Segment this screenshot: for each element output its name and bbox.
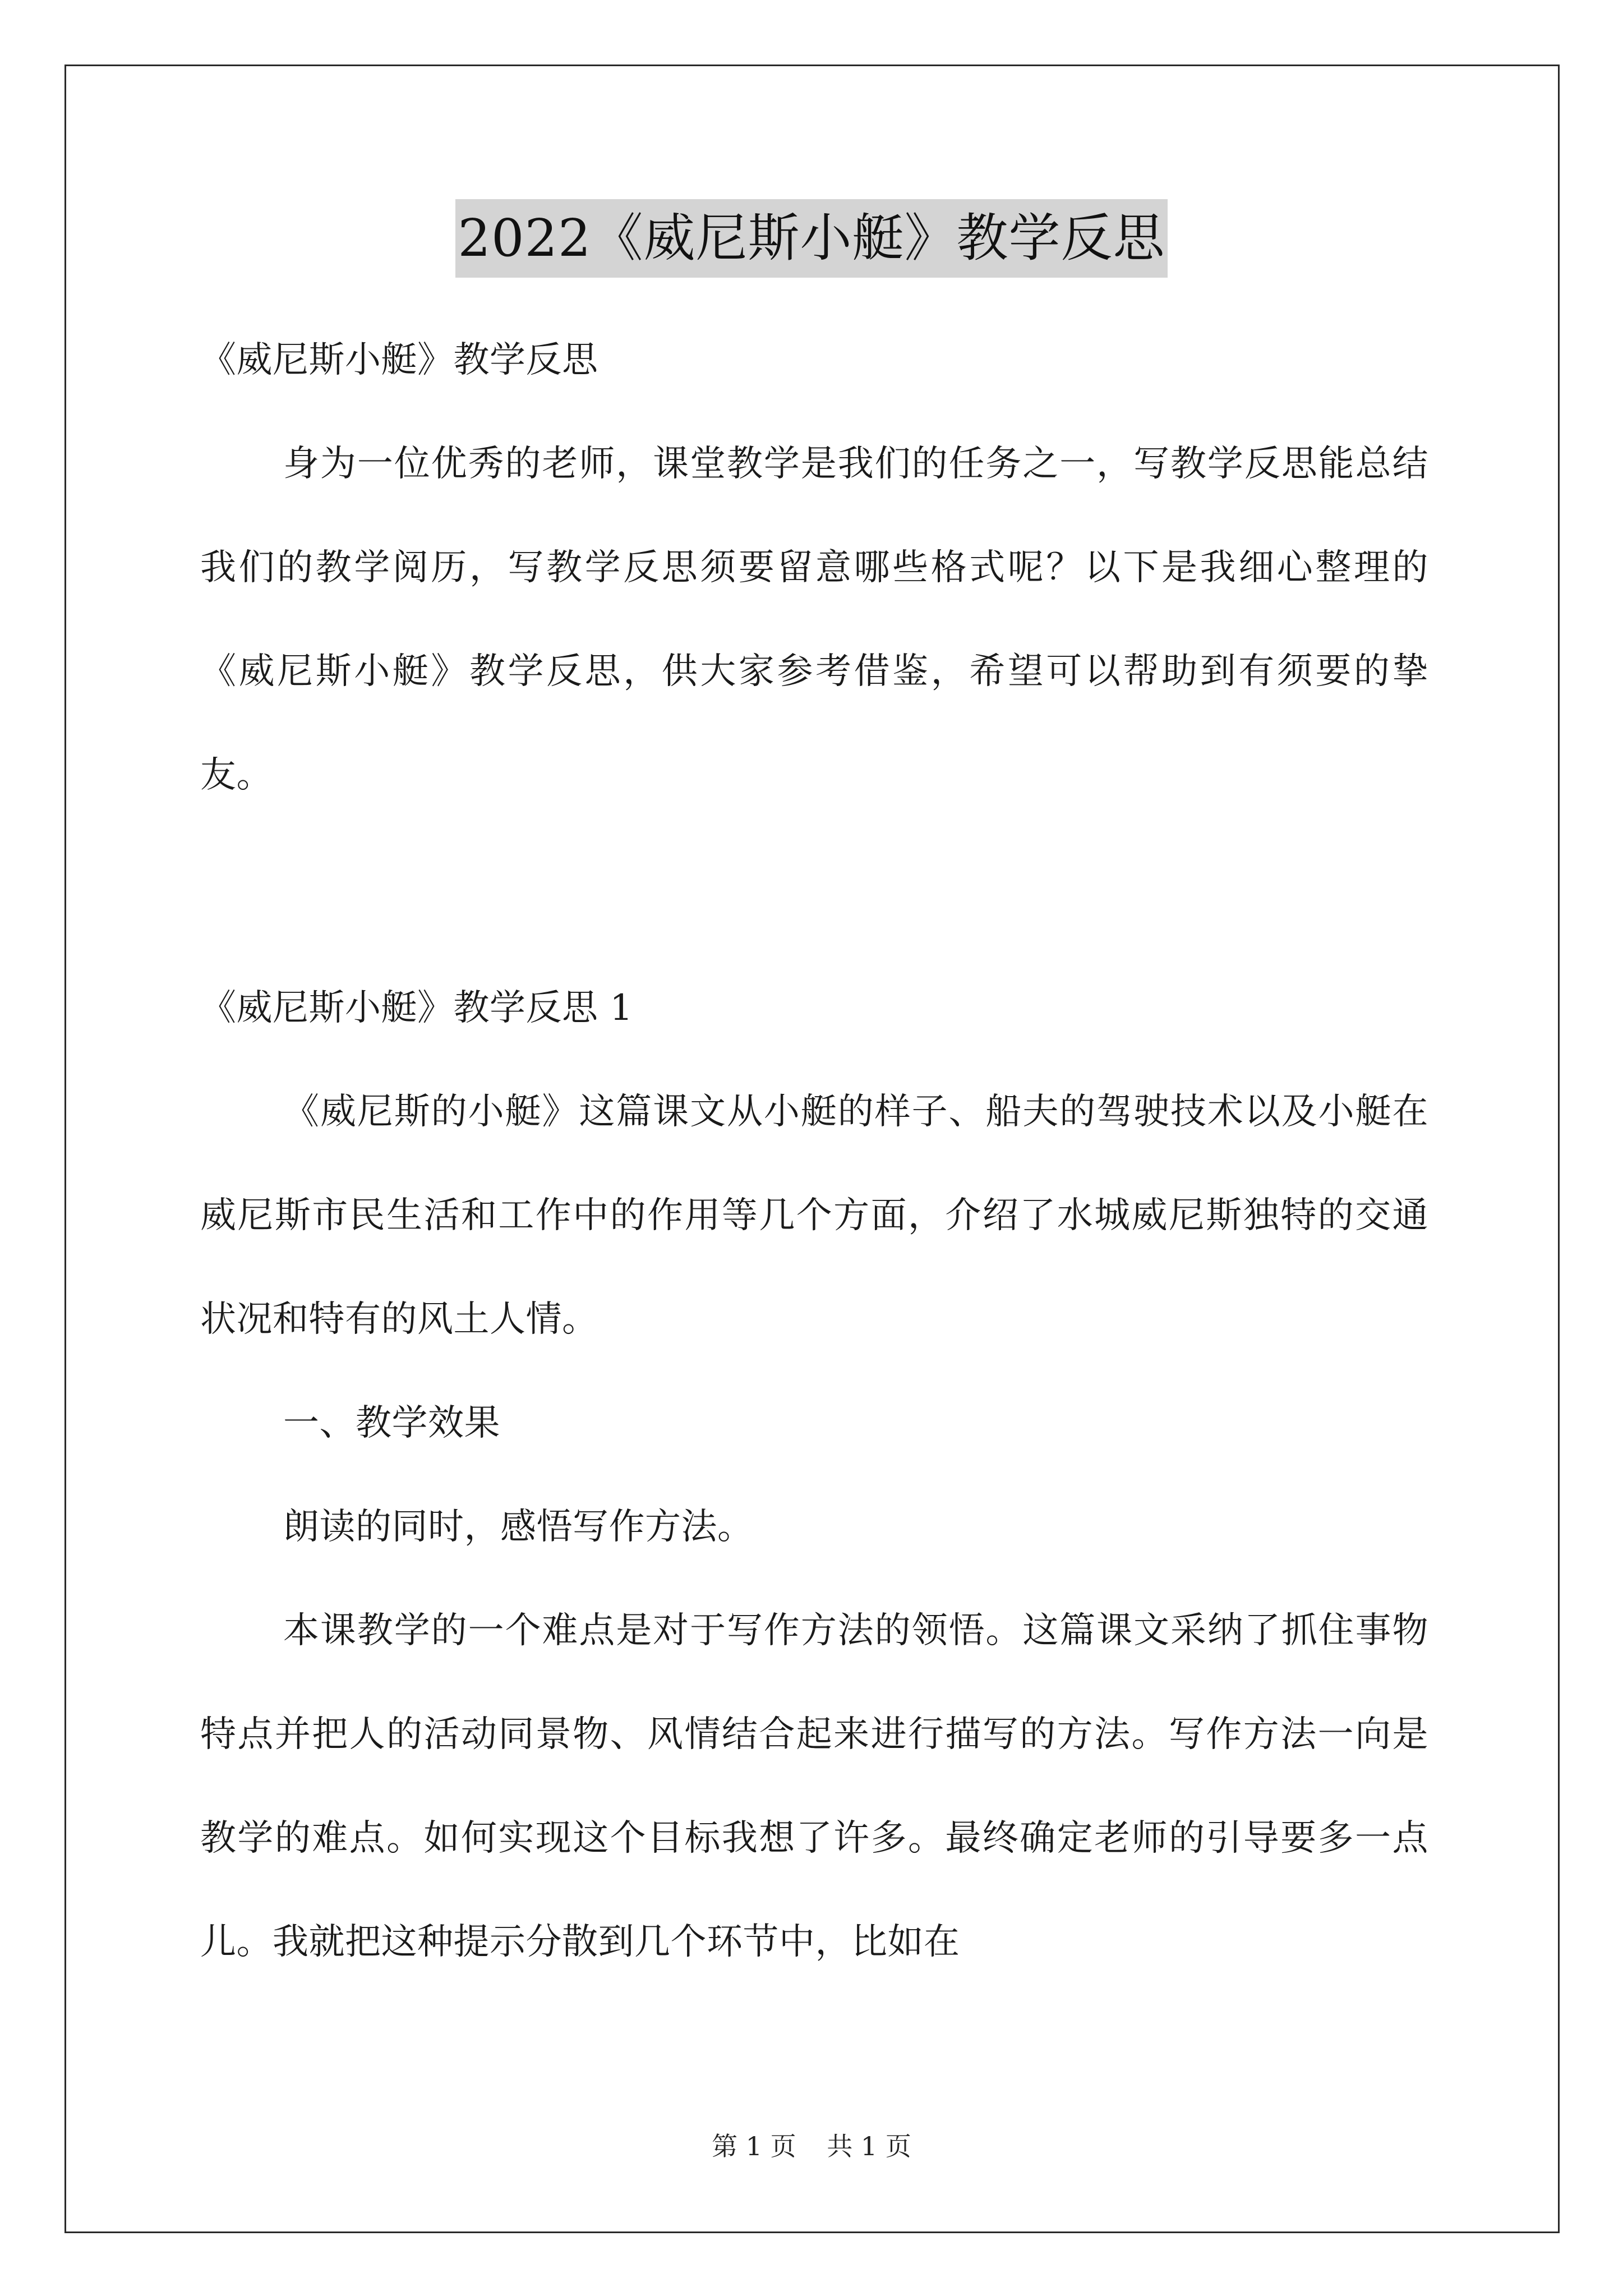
page-total: 共 1 页 [827,2131,911,2161]
document-subtitle: 《威尼斯小艇》教学反思 [200,339,598,381]
section-gap [200,827,1428,956]
body-paragraph: 《威尼斯的小艇》这篇课文从小艇的样子、船夫的驾驶技术以及小艇在威尼斯市民生活和工作中的作用等几个方面，介绍了水城威尼斯独特的交通状况和特有的风土人情。 [200,1091,1428,1340]
document-title: 2022《威尼斯小艇》教学反思 [455,199,1167,278]
title-container [0,199,1623,278]
section-heading: 《威尼斯小艇》教学反思 1 [200,987,633,1029]
body-paragraph: 本课教学的一个难点是对于写作方法的领悟。这篇课文采纳了抓住事物特点并把人的活动同景物、风情结合起来进行描写的方法。写作方法一向是教学的难点。如何实现这个目标我想了许多。最终确定老师的引导要多一点儿。我就把这种提示分散到几个环节中，比如在 [200,1610,1428,1963]
body-heading: 一、教学效果 [283,1402,500,1444]
page-footer [0,2126,1623,2163]
intro-paragraph: 身为一位优秀的老师，课堂教学是我们的任务之一，写教学反思能总结我们的教学阅历，写教学反思须要留意哪些格式呢？以下是我细心整理的《威尼斯小艇》教学反思，供大家参考借鉴，希望可以帮助到有须要的挚友。 [200,443,1428,796]
body-paragraph: 朗读的同时，感悟写作方法。 [283,1506,754,1548]
document-body [200,309,1428,1994]
page-number: 第 1 页 [712,2131,796,2161]
